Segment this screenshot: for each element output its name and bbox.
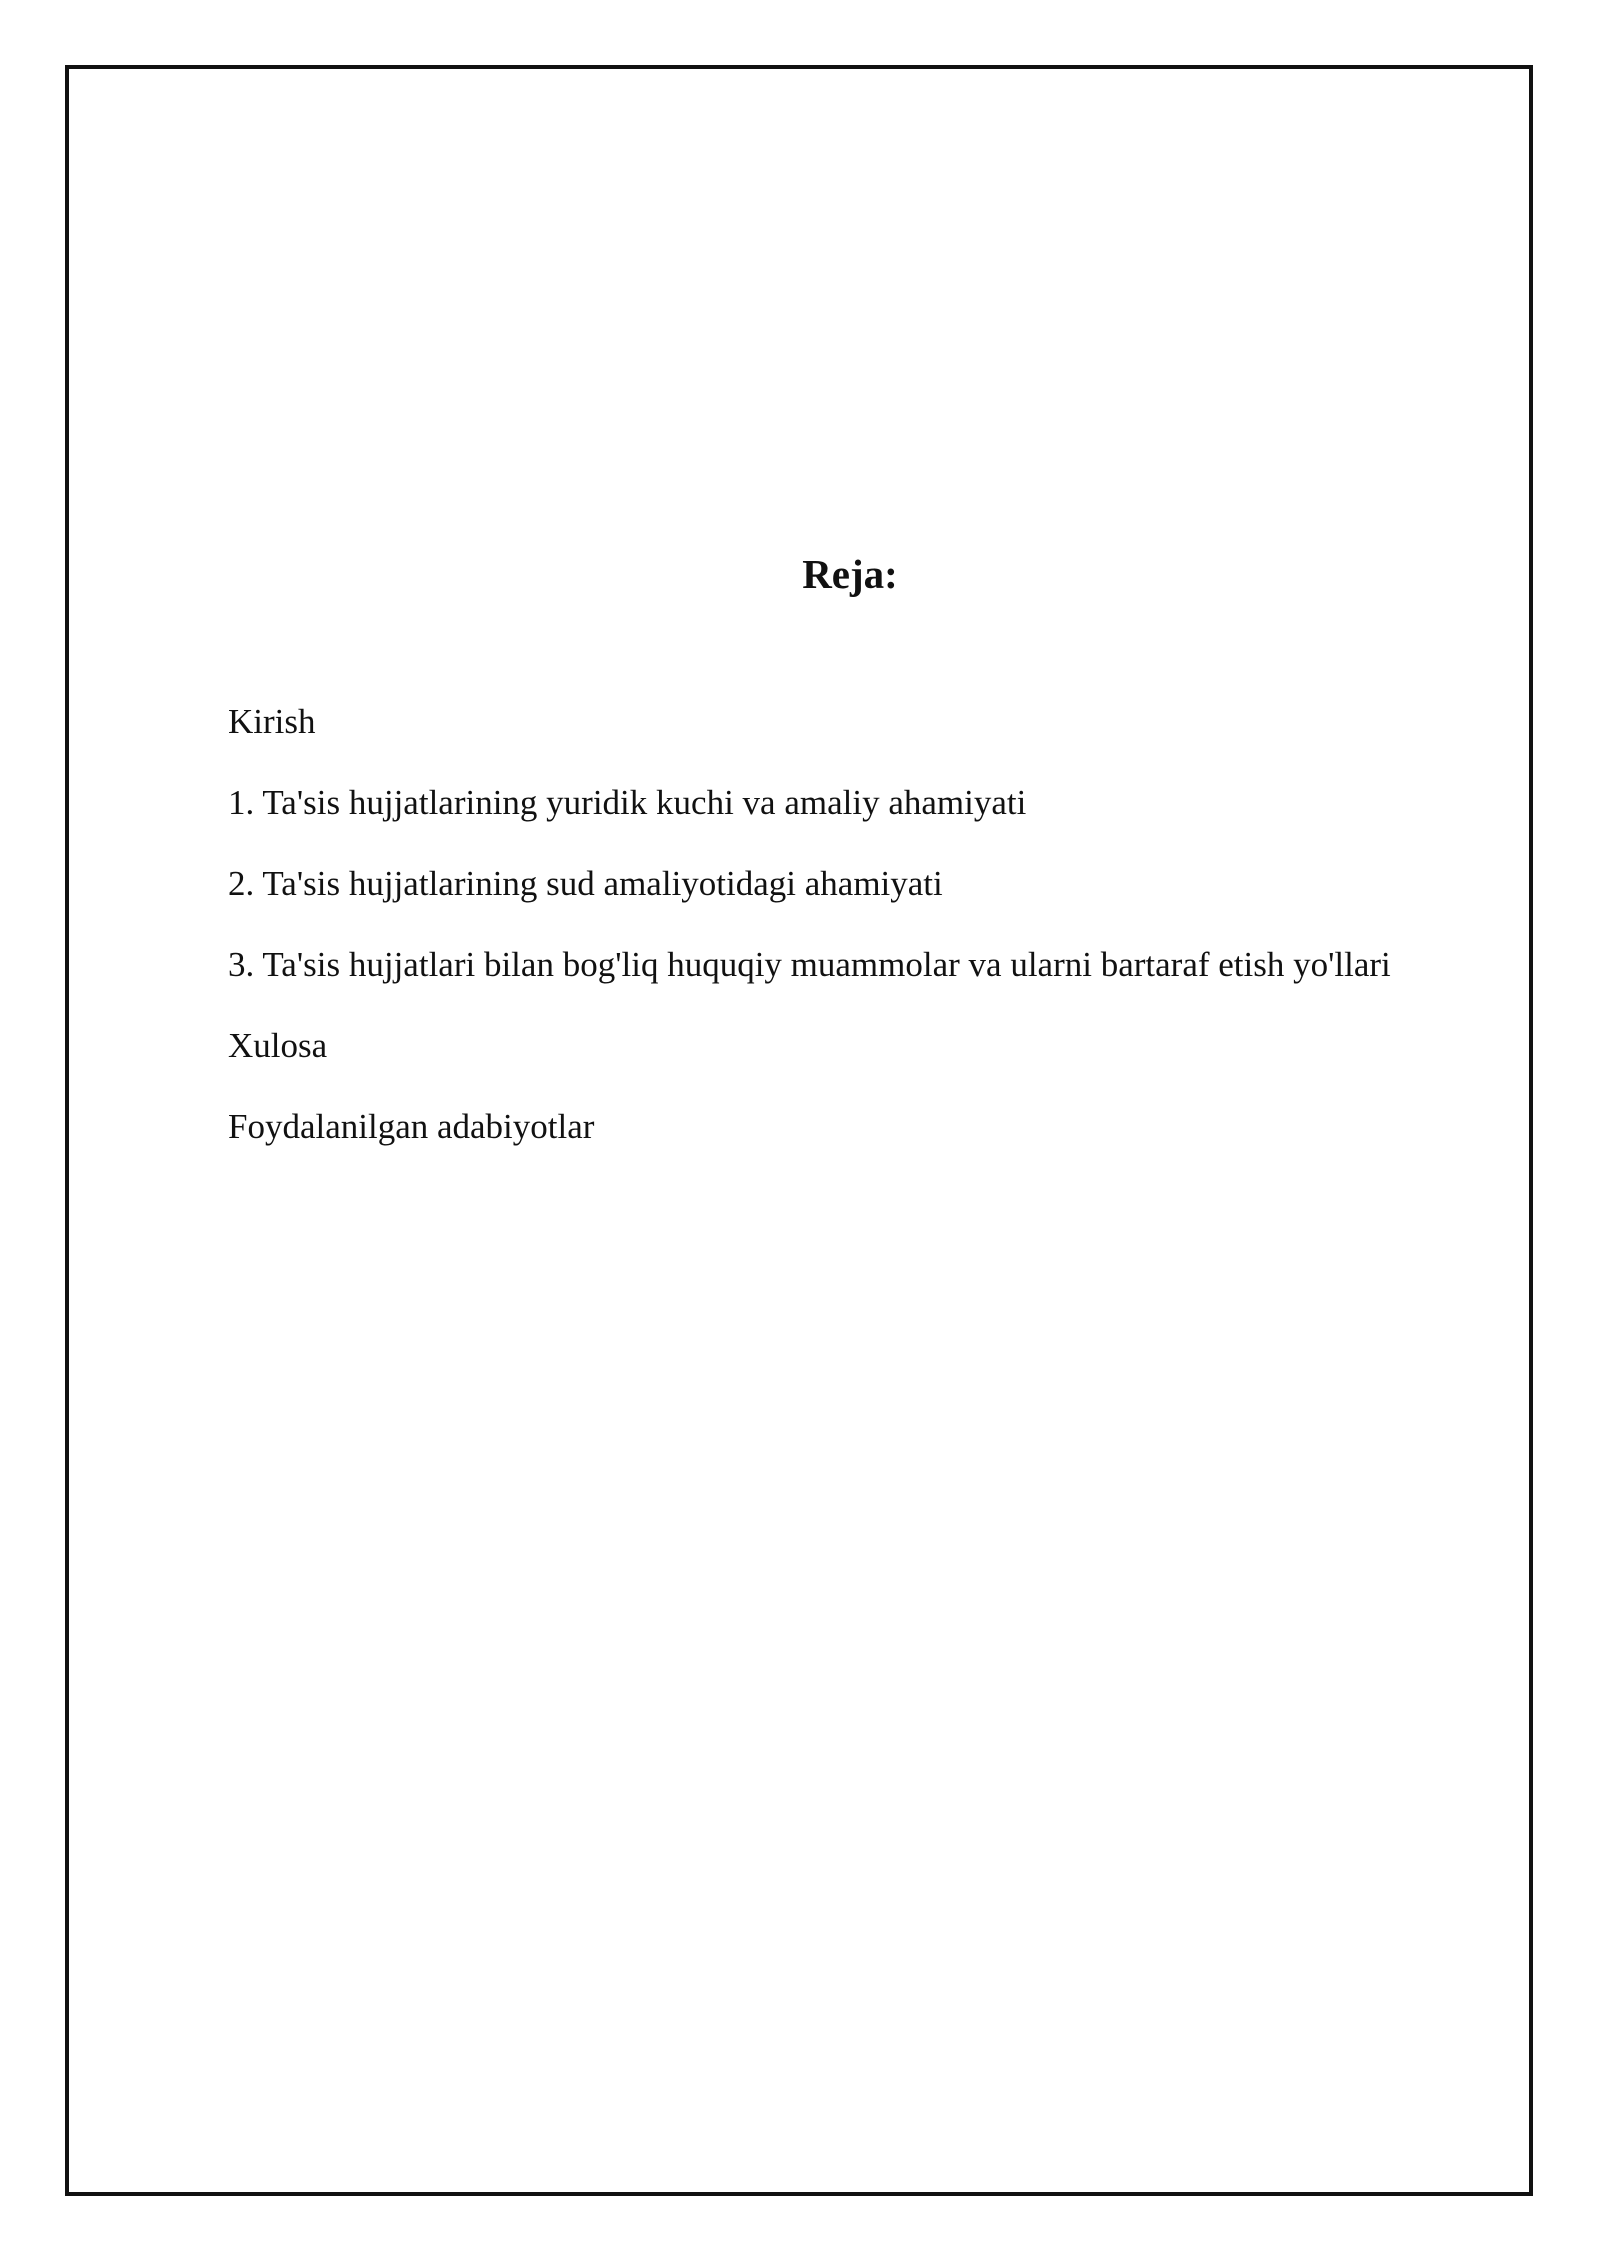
plan-item-3: 3. Ta'sis hujjatlari bilan bog'liq huquqiy muammolar va ularni bartaraf etish yo'llari xyxy=(228,945,1391,984)
plan-item-conclusion: Xulosa xyxy=(228,1026,328,1065)
plan-list xyxy=(228,697,1391,1183)
plan-item-references: Foydalanilgan adabiyotlar xyxy=(228,1107,595,1146)
plan-item-2: 2. Ta'sis hujjatlarining sud amaliyotidagi ahamiyati xyxy=(228,864,943,903)
plan-item-1: 1. Ta'sis hujjatlarining yuridik kuchi va amaliy ahamiyati xyxy=(228,783,1027,822)
plan-item-introduction: Kirish xyxy=(228,702,316,741)
page-title: Reja: xyxy=(802,551,898,597)
